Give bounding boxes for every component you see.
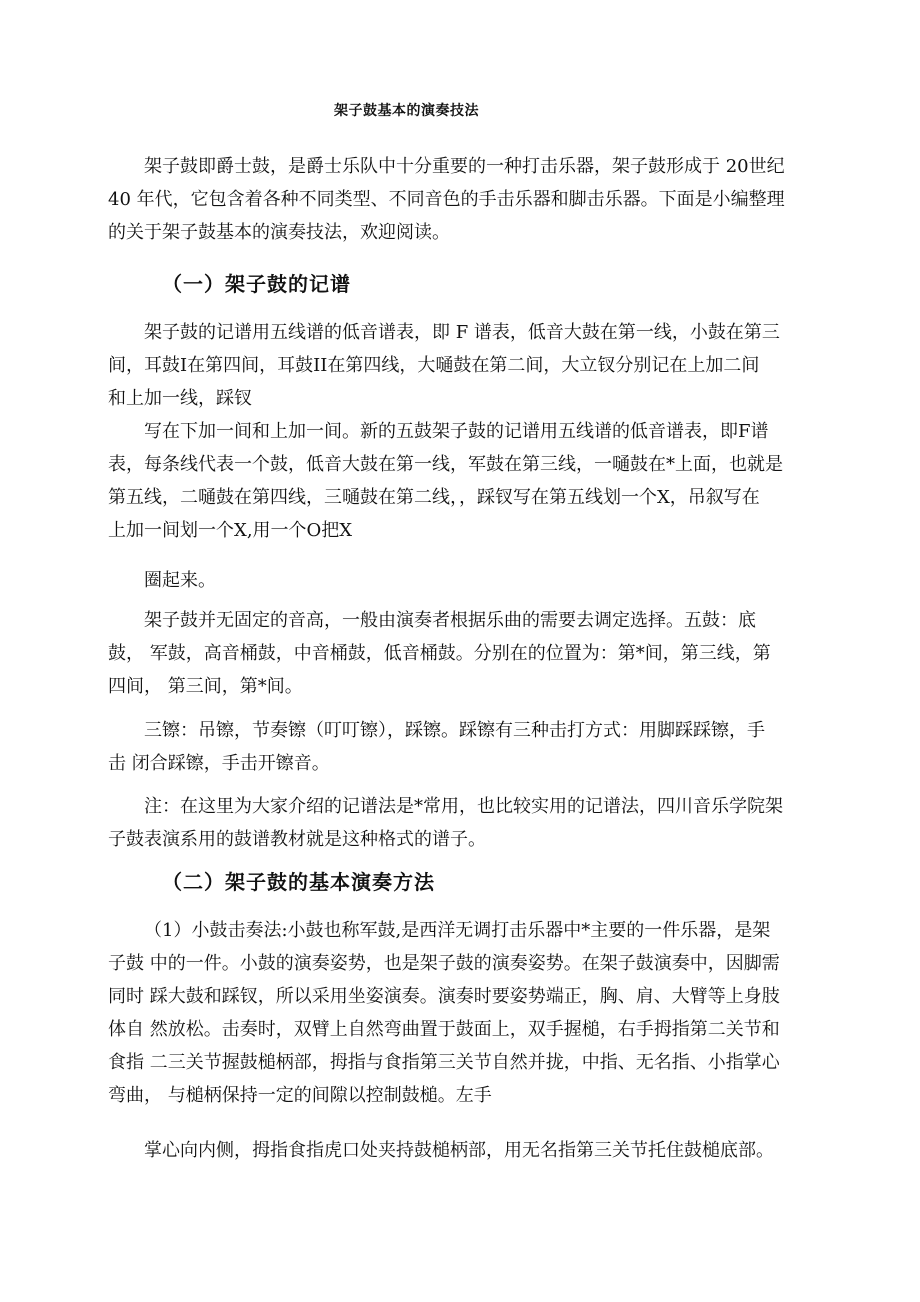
text-line: 表，每条线代表一个鼓，低音大鼓在第一线，军鼓在第三线，一嗵鼓在*上面，也就是 [108, 454, 783, 475]
text-line: 子鼓表演系用的鼓谱教材就是这种格式的谱子。 [108, 829, 486, 850]
document-title: 架子鼓基本的演奏技法 [334, 103, 479, 119]
text-line: 40 年代，它包含着各种不同类型、不同音色的手击乐器和脚击乐器。下面是小编整理 [108, 189, 785, 210]
text-line: 同时 踩大鼓和踩钗，所以采用坐姿演奏。演奏时要姿势端正，胸、肩、大臂等上身肢 [108, 986, 780, 1007]
section2-paragraph-2 [108, 1134, 808, 1167]
text-line: 第五线，二嗵鼓在第四线，三嗵鼓在第二线，，踩钗写在第五线划一个X，吊叙写在 [108, 487, 760, 508]
text-line: 架子鼓即爵士鼓，是爵士乐队中十分重要的一种打击乐器，架子鼓形成于 20世纪 [144, 156, 785, 177]
text-line: 食指 二三关节握鼓槌柄部，拇指与食指第三关节自然并拢，中指、无名指、小指掌心 [108, 1052, 780, 1073]
section1-paragraph-5 [108, 714, 808, 780]
text-line: 鼓， 军鼓，高音桶鼓，中音桶鼓，低音桶鼓。分别在的位置为：第*间，第三线，第 [108, 643, 771, 664]
text-line: 圈起来。 [144, 570, 216, 591]
text-line: 上加一间划一个X,用一个O把X [108, 520, 353, 541]
section-heading-2: （二）架子鼓的基本演奏方法 [162, 870, 435, 894]
section1-paragraph-2 [108, 415, 808, 547]
text-line: 体自 然放松。击奏时，双臂上自然弯曲置于鼓面上，双手握槌，右手拇指第二关节和 [108, 1019, 780, 1040]
text-line: 和上加一线，踩钗 [108, 388, 252, 409]
section-heading-1: （一）架子鼓的记谱 [162, 272, 351, 296]
text-line: 架子鼓并无固定的音高，一般由演奏者根据乐曲的需要去调定选择。五鼓：底 [144, 610, 756, 631]
text-line: 弯曲， 与槌柄保持一定的间隙以控制鼓槌。左手 [108, 1085, 492, 1106]
section1-paragraph-3 [108, 564, 808, 597]
text-line: 四间， 第三间，第*间。 [108, 676, 303, 697]
text-line: 掌心向内侧，拇指食指虎口处夹持鼓槌柄部，用无名指第三关节托住鼓槌底部。 [144, 1140, 774, 1161]
text-line: 写在下加一间和上加一间。新的五鼓架子鼓的记谱用五线谱的低音谱表，即F谱 [144, 421, 769, 442]
section1-paragraph-6 [108, 790, 808, 856]
section1-paragraph-1 [108, 316, 808, 415]
text-line: 的关于架子鼓基本的演奏技法，欢迎阅读。 [108, 222, 450, 243]
section1-paragraph-4 [108, 604, 808, 703]
text-line: 击 闭合踩镲，手击开镲音。 [108, 753, 330, 774]
intro-paragraph [108, 150, 808, 249]
section2-paragraph-1 [108, 914, 808, 1112]
text-line: 间，耳鼓I在第四间，耳鼓II在第四线，大嗵鼓在第二间，大立钗分别记在上加二间 [108, 355, 760, 376]
text-line: 三镲：吊镲，节奏镲（叮叮镲），踩镲。踩镲有三种击打方式：用脚踩踩镲，手 [144, 720, 765, 741]
text-line: （1）小鼓击奏法:小鼓也称军鼓,是西洋无调打击乐器中*主要的一件乐器，是架 [144, 920, 771, 941]
text-line: 注：在这里为大家介绍的记谱法是*常用，也比较实用的记谱法，四川音乐学院架 [144, 796, 783, 817]
text-line: 架子鼓的记谱用五线谱的低音谱表，即 F 谱表，低音大鼓在第一线，小鼓在第三 [144, 322, 780, 343]
text-line: 子鼓 中的一件。小鼓的演奏姿势，也是架子鼓的演奏姿势。在架子鼓演奏中，因脚需 [108, 953, 780, 974]
